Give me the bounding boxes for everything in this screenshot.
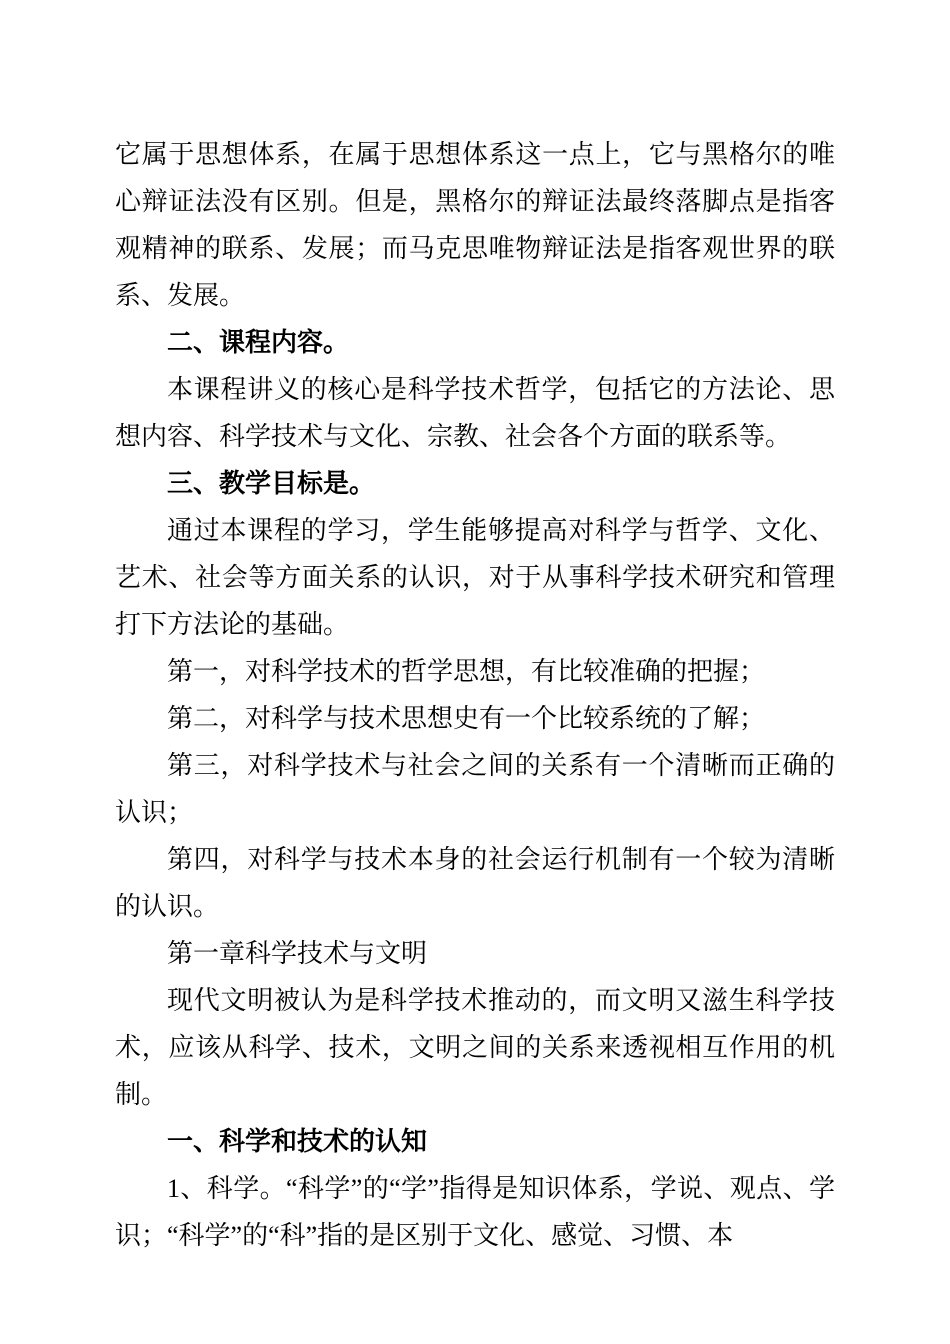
paragraph: 第四，对科学与技术本身的社会运行机制有一个较为清晰的认识。 [115,845,835,921]
paragraph: 第二，对科学与技术思想史有一个比较系统的了解； [167,704,766,733]
paragraph: 第一，对科学技术的哲学思想，有比较准确的把握； [167,657,766,686]
paragraph: 它属于思想体系，在属于思想体系这一点上，它与黑格尔的唯心辩证法没有区别。但是，黑格尔的辩证法最终落脚点是指客观精神的联系、发展；而马克思唯物辩证法是指客观世界的联系、发展。 [115,140,835,310]
paragraph: 通过本课程的学习，学生能够提高对科学与哲学、文化、艺术、社会等方面关系的认识，对于从事科学技术研究和管理打下方法论的基础。 [115,516,835,639]
paragraph: 第一章科学技术与文明 [167,939,428,968]
section-heading: 二、课程内容。 [167,327,350,357]
paragraph: 本课程讲义的核心是科学技术哲学，包括它的方法论、思想内容、科学技术与文化、宗教、社会各个方面的联系等。 [115,375,835,451]
paragraph: 现代文明被认为是科学技术推动的，而文明又滋生科学技术，应该从科学、技术，文明之间的关系来透视相互作用的机制。 [115,986,835,1109]
section-heading: 一、科学和技术的认知 [167,1126,428,1156]
section-heading: 三、教学目标是。 [167,468,376,498]
paragraph: 1、科学。“科学”的“学”指得是知识体系，学说、观点、学识；“科学”的“科”指的是区别于文化、感觉、习惯、本 [115,1174,835,1250]
document-body [115,131,835,1259]
paragraph: 第三，对科学技术与社会之间的关系有一个清晰而正确的认识； [115,751,835,827]
